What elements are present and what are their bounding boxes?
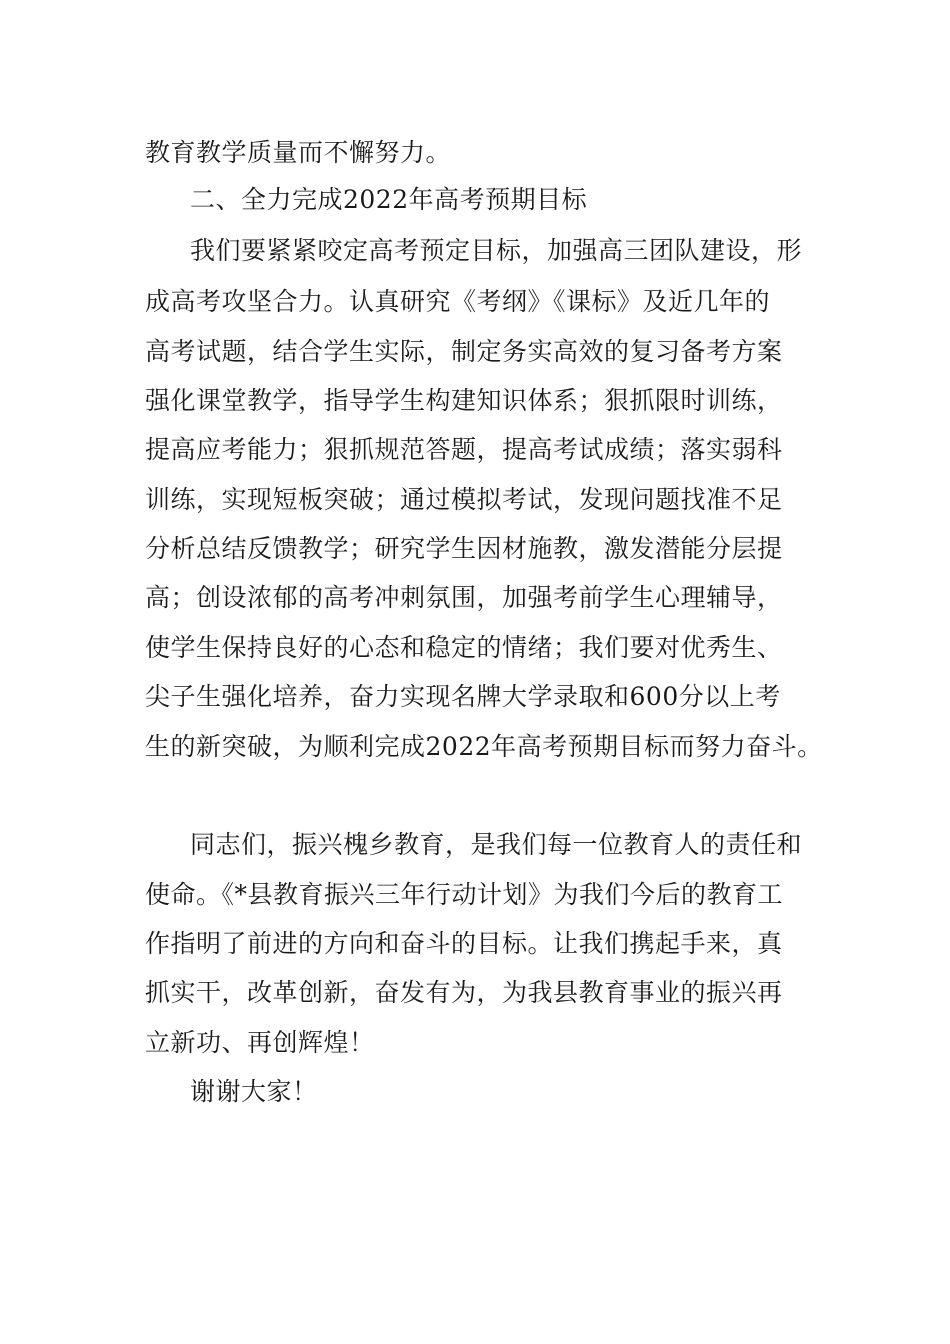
body-text-line: 提高应考能力；狠抓规范答题，提高考试成绩；落实弱科 bbox=[145, 435, 783, 464]
closing-thanks: 谢谢大家！ bbox=[190, 1077, 318, 1106]
body-text-line: 同志们，振兴槐乡教育，是我们每一位教育人的责任和 bbox=[190, 830, 803, 859]
paragraph-continuation-line: 教育教学质量而不懈努力。 bbox=[145, 138, 452, 167]
body-text-line: 尖子生强化培养，奋力实现名牌大学录取和600分以上考 bbox=[145, 682, 781, 711]
body-text-line: 分析总结反馈教学；研究学生因材施教，激发潜能分层提 bbox=[145, 534, 783, 563]
body-text-line: 生的新突破，为顺利完成2022年高考预期目标而努力奋斗。 bbox=[145, 732, 823, 761]
body-text-line: 抓实干，改革创新，奋发有为，为我县教育事业的振兴再 bbox=[145, 978, 783, 1007]
body-text-line: 高；创设浓郁的高考冲刺氛围，加强考前学生心理辅导， bbox=[145, 583, 783, 612]
body-text-line: 高考试题，结合学生实际，制定务实高效的复习备考方案 bbox=[145, 337, 783, 366]
body-text-line: 训练，实现短板突破；通过模拟考试，发现问题找准不足 bbox=[145, 485, 783, 514]
body-text-line: 强化课堂教学，指导学生构建知识体系；狠抓限时训练， bbox=[145, 386, 783, 415]
body-text-line: 使学生保持良好的心态和稳定的情绪；我们要对优秀生、 bbox=[145, 633, 783, 662]
body-text-line: 立新功、再创辉煌！ bbox=[145, 1028, 375, 1057]
body-text-line: 使命。《*县教育振兴三年行动计划》为我们今后的教育工 bbox=[145, 880, 784, 909]
body-text-line: 我们要紧紧咬定高考预定目标，加强高三团队建设，形 bbox=[190, 236, 803, 265]
body-text-line: 作指明了前进的方向和奋斗的目标。让我们携起手来，真 bbox=[145, 929, 783, 958]
section-heading: 二、全力完成2022年高考预期目标 bbox=[190, 185, 588, 214]
body-text-line: 成高考攻坚合力。认真研究《考纲》《课标》及近几年的 bbox=[145, 287, 771, 316]
